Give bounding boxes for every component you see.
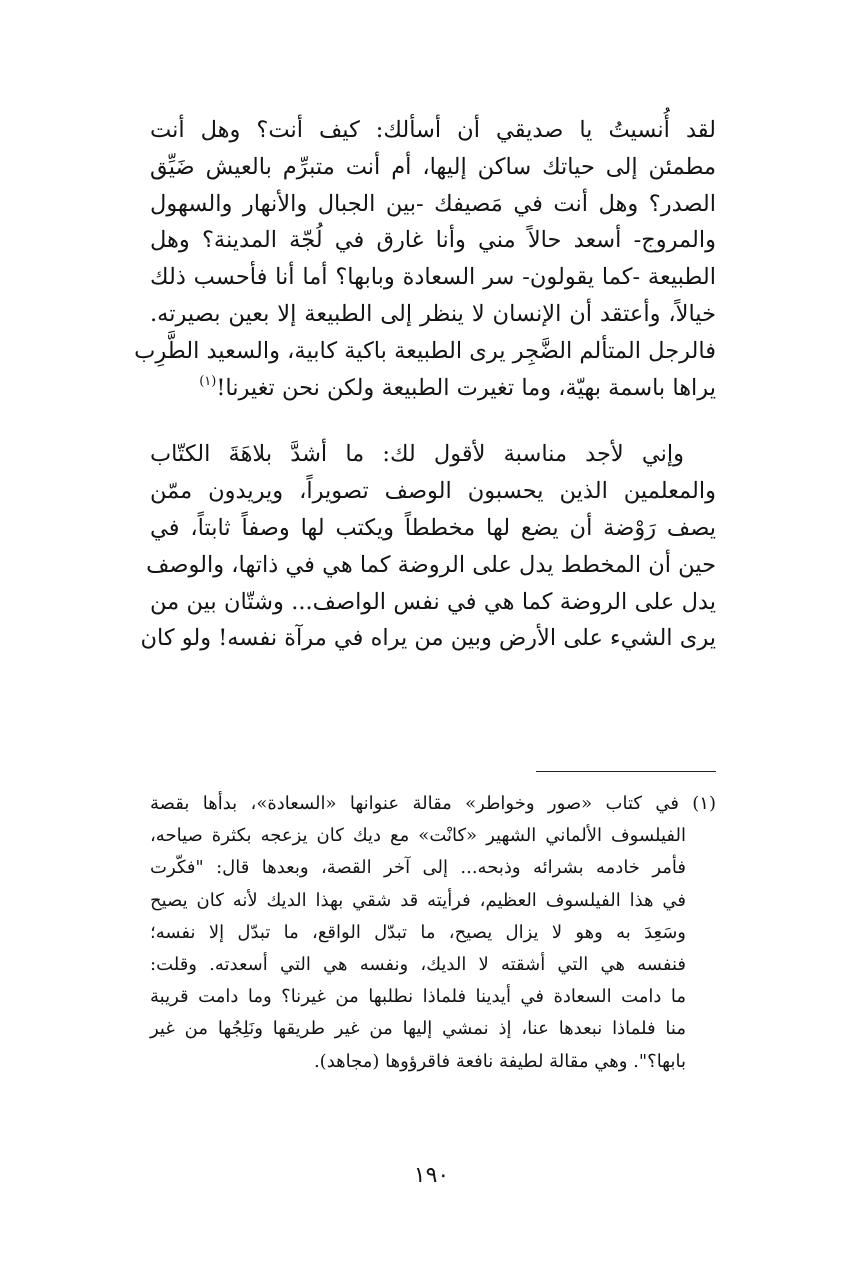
paragraph-line: والمعلمين الذين يحسبون الوصف تصويراً، ويريدون ممّن: [150, 478, 716, 505]
paragraph-line: مطمئن إلى حياتك ساكن إليها، أم أنت متبرِّم بالعيش ضَيِّق: [150, 153, 716, 180]
footnote-reference[interactable]: (١): [199, 373, 217, 389]
footnote-divider: [536, 771, 716, 772]
paragraph-last-line: [150, 370, 716, 407]
paragraph-line: يدل على الروضة كما هي في نفس الواصف... وشتّان بين من: [150, 588, 716, 615]
paragraph-line: خيالاً، وأعتقد أن الإنسان لا ينظر إلى الطبيعة إلا بعين بصيرته.: [150, 300, 716, 327]
paragraph-line-text: يراها باسمة بهيّة، وما تغيرت الطبيعة ولكن نحن تغيرنا!: [216, 374, 716, 401]
paragraph-line: يرى الشيء على الأرض وبين من يراه في مرآة نفسه! ولو كان: [140, 625, 716, 652]
paragraph-line: فالرجل المتألم الضَّجِر يرى الطبيعة باكية كابية، والسعيد الطَّرِب: [134, 337, 716, 364]
book-page: [134, 108, 716, 1072]
footnote-line: فنفسه هي التي أشقته لا الديك، ونفسه هي التي أسعدته. وقلت:: [150, 954, 686, 976]
footnote-line: في هذا الفيلسوف العظيم، فرأيته قد شقي بهذا الديك لأنه كان يصيح: [150, 889, 686, 911]
paragraph-2: [140, 436, 716, 657]
footnote-line: منا فلماذا نبعدها عنا، إذ نمشي إليها من غير طريقها ونَلِجُها من غير: [150, 1018, 686, 1040]
footnote-line: الفيلسوف الألماني الشهير «كانْت» مع ديك كان يزعجه بكثرة صياحه،: [150, 825, 686, 847]
paragraph-line: يصف رَوْضة أن يضع لها مخططاً ويكتب لها وصفاً ثابتاً، في: [150, 514, 716, 541]
footnote-line: ما دامت السعادة في أيدينا فلماذا نطلبها من غيرنا؟ وما دامت قريبة: [150, 986, 686, 1008]
footnote: [150, 788, 716, 1078]
paragraph-line: وإني لأجد مناسبة لأقول لك: ما أشدَّ بلاهَةَ الكتّاب: [150, 441, 684, 468]
page-number: ١٩٠: [413, 1163, 450, 1188]
paragraph-line: لقد أُنسيتُ يا صديقي أن أسألك: كيف أنت؟ وهل أنت: [150, 117, 716, 143]
paragraph-1: [134, 112, 716, 406]
paragraph-line: الطبيعة -كما يقولون- سر السعادة وبابها؟ أما أنا فأحسب ذلك: [150, 264, 716, 291]
paragraph-line: حين أن المخطط يدل على الروضة كما هي في ذاتها، والوصف: [146, 551, 716, 578]
footnote-line: (١) في كتاب «صور وخواطر» مقالة عنوانها «السعادة»، بدأها بقصة: [150, 793, 716, 814]
footnote-line: بابها؟". وهي مقالة لطيفة نافعة فاقرؤوها (مجاهد).: [313, 1050, 686, 1072]
footnote-line: فأمر خادمه بشرائه وذبحه... إلى آخر القصة، وبعدها قال: "فكّرت: [150, 857, 686, 879]
paragraph-line: الصدر؟ وهل أنت في مَصيفك -بين الجبال والأنهار والسهول: [150, 190, 716, 217]
paragraph-line: والمروج- أسعد حالاً مني وأنا غارق في لُجّة المدينة؟ وهل: [150, 227, 716, 254]
footnote-line: وسَعِدَ به وهو لا يزال يصيح، ما تبدّل الواقع، ما تبدّل إلا نفسه؛: [150, 921, 686, 943]
